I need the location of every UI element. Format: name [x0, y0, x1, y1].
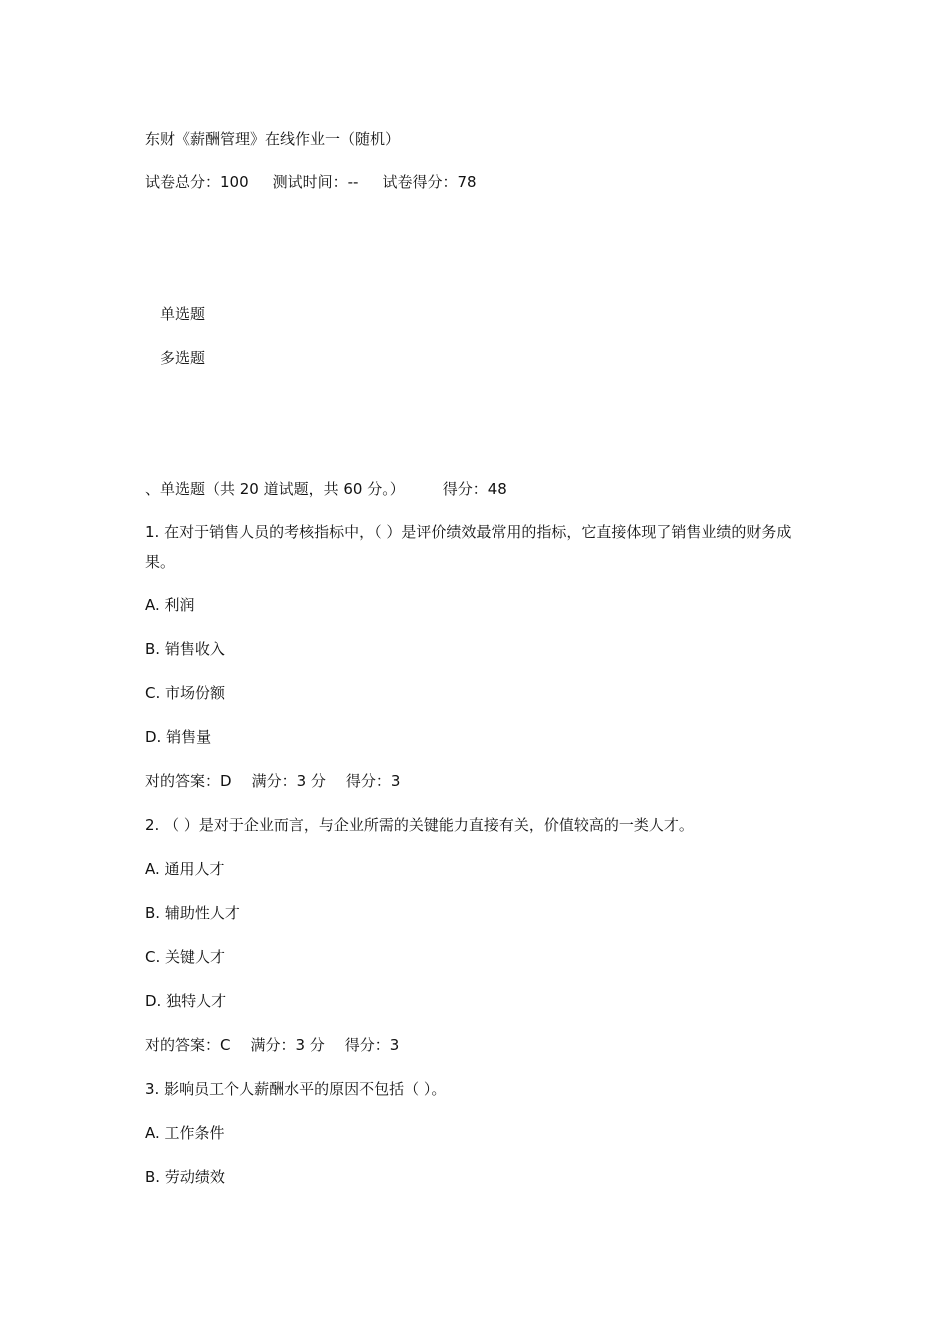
- question-3-stem: 3. 影响员工个人薪酬水平的原因不包括（ ）。: [145, 1080, 447, 1098]
- question-1-option-d: D. 销售量: [145, 728, 212, 746]
- question-2-option-a: A. 通用人才: [145, 860, 225, 878]
- nav-multiple-choice[interactable]: 多选题: [160, 349, 206, 367]
- question-3-option-a: A. 工作条件: [145, 1124, 225, 1142]
- exam-summary: [145, 171, 477, 193]
- question-1-answer: 对的答案：D: [145, 772, 232, 790]
- question-1-score: 得分：3: [345, 772, 401, 790]
- question-2-option-b: B. 辅助性人才: [145, 904, 240, 922]
- total-score: 试卷总分：100: [145, 173, 249, 191]
- nav-single-choice[interactable]: 单选题: [160, 305, 206, 323]
- question-2-answer: 对的答案：C: [145, 1036, 231, 1054]
- test-time: 测试时间：--: [272, 173, 359, 191]
- question-1-option-a: A. 利润: [145, 596, 195, 614]
- question-2-full-score: 满分：3 分: [250, 1036, 325, 1054]
- document-title: 东财《薪酬管理》在线作业一（随机）: [145, 130, 401, 148]
- section-score: 得分：48: [442, 480, 507, 498]
- question-2-score: 得分：3: [344, 1036, 400, 1054]
- question-1-option-b: B. 销售收入: [145, 640, 225, 658]
- question-2-option-c: C. 关键人才: [145, 948, 226, 966]
- question-2-stem: 2. （ ）是对于企业而言，与企业所需的关键能力直接有关，价值较高的一类人才。: [145, 816, 694, 834]
- section-title: 、单选题（共 20 道试题，共 60 分。）: [145, 480, 405, 498]
- question-1-option-c: C. 市场份额: [145, 684, 226, 702]
- question-2-option-d: D. 独特人才: [145, 992, 227, 1010]
- section-heading: [145, 478, 507, 500]
- question-2-result: [145, 1034, 399, 1056]
- question-1-stem: 1. 在对于销售人员的考核指标中，（ ）是评价绩效最常用的指标，它直接体现了销售业绩的财务成果。: [145, 523, 792, 571]
- exam-score: 试卷得分：78: [382, 173, 477, 191]
- question-3-option-b: B. 劳动绩效: [145, 1168, 225, 1186]
- question-1-result: [145, 770, 400, 792]
- question-1-full-score: 满分：3 分: [251, 772, 326, 790]
